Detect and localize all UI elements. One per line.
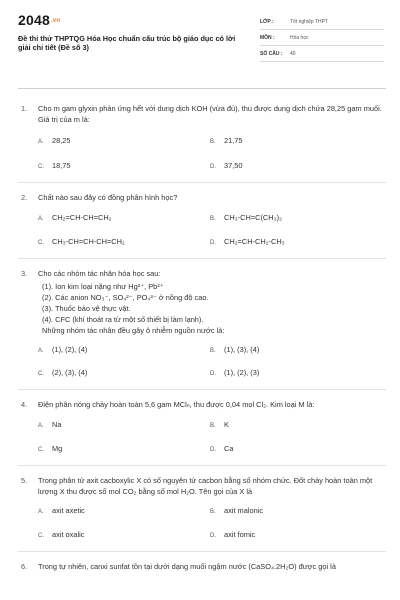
option-a[interactable]: A. axit axetic — [38, 506, 85, 515]
question-5: 5. Trong phân tử axit cacboxylic X có số nguyên tử cacbon bằng số nhóm chức. Đốt cháy hoàn toàn một lượng X thu được số mol CO₂ bằng số mol H₂O. Tên gọi của X là A. axit axetic B. axit malonic C. axit oxalic D. axit fomic — [18, 475, 386, 542]
meta-row-class: LỚP : Tốt nghiệp THPT — [260, 14, 384, 30]
option-c[interactable]: C. CH₃-CH=CH-CH=CH₂ — [38, 237, 125, 246]
exam-title: Đề thi thử THPTQG Hóa Học chuẩn cấu trúc bộ giáo dục có lời giải chi tiết (Đề số 3) — [18, 34, 236, 52]
option-d[interactable]: D. Ca — [210, 444, 234, 453]
exam-header — [18, 12, 386, 76]
option-c[interactable]: C. (2), (3), (4) — [38, 368, 88, 377]
answer-options — [38, 505, 386, 542]
question-6: 6. Trong tự nhiên, canxi sunfat tồn tại dưới dạng muối ngậm nước (CaSO₄.2H₂O) được gọi là — [18, 561, 386, 572]
option-c[interactable]: C. 18,75 — [38, 161, 71, 170]
question-prompt: Những nhóm tác nhân đều gây ô nhiễm nguồn nước là: — [42, 326, 225, 335]
option-b[interactable]: B. 21,75 — [210, 136, 243, 145]
question-stem: Chất nào sau đây có đồng phân hình học? — [38, 193, 178, 202]
site-logo[interactable]: 2048.vn — [18, 12, 61, 28]
option-a[interactable]: A. CH₂=CH-CH=CH₂ — [38, 213, 112, 222]
answer-options — [38, 212, 386, 249]
question-divider — [18, 258, 386, 259]
question-item: (3). Thuốc bảo vệ thực vật. — [42, 304, 131, 313]
option-b[interactable]: B. K — [210, 420, 229, 429]
question-item: (4). CFC (khí thoát ra từ một số thiết bị làm lạnh). — [42, 315, 204, 324]
answer-options — [38, 135, 386, 173]
option-d[interactable]: D. (1), (2), (3) — [210, 368, 260, 377]
option-c[interactable]: C. axit oxalic — [38, 530, 85, 539]
option-c[interactable]: C. Mg — [38, 444, 63, 453]
option-d[interactable]: D. axit fomic — [210, 530, 256, 539]
question-1: 1. Cho m gam glyxin phản ứng hết với dung dịch KOH (vừa đủ), thu được dung dịch chứa 28,25 gam muối. Giá trị của m là: A. 28,25 B. 21,75 C. 18,75 D. 37,50 — [18, 103, 386, 173]
option-b[interactable]: B. (1), (3), (4) — [210, 345, 260, 354]
question-divider — [18, 182, 386, 183]
answer-options — [38, 419, 386, 456]
option-a[interactable]: A. 28,25 — [38, 136, 71, 145]
question-stem: Cho các nhóm tác nhân hóa học sau: — [38, 269, 161, 278]
question-stem: Cho m gam glyxin phản ứng hết với dung dịch KOH (vừa đủ), thu được dung dịch chứa 28,25 gam muối. Giá trị của m là: — [38, 104, 382, 124]
option-b[interactable]: B. CH₃-CH=C(CH₃)₂ — [210, 213, 282, 222]
question-stem: Trong tự nhiên, canxi sunfat tồn tại dưới dạng muối ngậm nước (CaSO₄.2H₂O) được gọi là — [38, 562, 336, 571]
option-a[interactable]: A. Na — [38, 420, 62, 429]
option-b[interactable]: B. axit malonic — [210, 506, 264, 515]
option-d[interactable]: D. CH₂=CH-CH₂-CH₃ — [210, 237, 285, 246]
question-stem: Trong phân tử axit cacboxylic X có số nguyên tử cacbon bằng số nhóm chức. Đốt cháy hoàn toàn một lượng X thu được số mol CO₂ bằng số mol H₂O. Tên gọi của X là — [38, 476, 373, 496]
question-3: 3. Cho các nhóm tác nhân hóa học sau: (1). Ion kim loại nặng như Hg²⁺, Pb²⁺ (2). Các anion NO₃⁻, SO₄²⁻, PO₄³⁻ ở nồng độ cao. (3). Thuốc bảo vệ thực vật. (4). CFC (khí thoát ra từ một số thiết bị làm lạnh). Những nhóm tác nhân đều gây ô nhiễm nguồn nước là: A. (1), (2), (4) B. (1), (3), (4) C. (2), (3), (4) D. (1), (2), (3) — [18, 268, 386, 380]
option-d[interactable]: D. 37,50 — [210, 161, 243, 170]
question-2: 2. Chất nào sau đây có đồng phân hình học? A. CH₂=CH-CH=CH₂ B. CH₃-CH=C(CH₃)₂ C. CH₃-CH=CH-CH=CH₂ D. CH₂=CH-CH₂-CH₃ — [18, 192, 386, 249]
question-divider — [18, 389, 386, 390]
question-divider — [18, 551, 386, 552]
meta-row-count: SỐ CÂU : 40 — [260, 46, 384, 62]
question-item: (1). Ion kim loại nặng như Hg²⁺, Pb²⁺ — [42, 282, 164, 291]
header-divider — [18, 88, 386, 89]
meta-row-subject: MÔN : Hóa học — [260, 30, 384, 46]
answer-options — [38, 344, 386, 380]
question-item: (2). Các anion NO₃⁻, SO₄²⁻, PO₄³⁻ ở nồng độ cao. — [42, 293, 209, 302]
exam-meta-table — [260, 14, 384, 62]
question-divider — [18, 465, 386, 466]
question-stem: Điện phân nóng chảy hoàn toàn 5,6 gam MClₙ, thu được 0,04 mol Cl₂. Kim loại M là: — [38, 400, 315, 409]
question-4: 4. Điện phân nóng chảy hoàn toàn 5,6 gam MClₙ, thu được 0,04 mol Cl₂. Kim loại M là: A. Na B. K C. Mg D. Ca — [18, 399, 386, 456]
option-a[interactable]: A. (1), (2), (4) — [38, 345, 88, 354]
